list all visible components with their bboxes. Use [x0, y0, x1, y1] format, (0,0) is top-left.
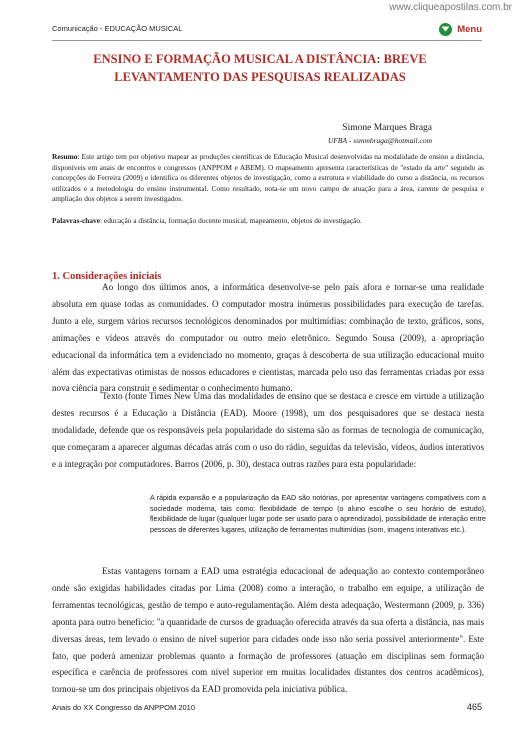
footer-conference: Anais do XX Congresso da ANPPOM 2010: [52, 703, 195, 712]
author-affiliation: UFBA - ssmmbraga@hotmail.com: [327, 136, 432, 145]
page-header: [52, 24, 482, 38]
menu-button[interactable]: [439, 23, 482, 36]
paragraph-3: Estas vantagens tornam a EAD uma estratégia educacional de adequação ao contexto contemporâneo onde são exigidas habilidades citadas por Lima (2008) como a interação, o trabalho em equipe, a utilização de ferramentas tecnológicas, gestão de tempo e auto-regulamentação. Além desta adequação, Westermann (2009, p. 336) aponta para outro benefício: "a quantidade de cursos de graduação oferecida através da sua oferta a distância, nas mais diversas áreas, tem levado o ensino de nível superior para cidades onde isso não seria possível anteriormente". Este fato, que poderá amenizar problemas quanto a formação de professores (atuação em disciplinas sem formação específica e carência de professores com nível superior em muitas localidades distantes dos centros acadêmicos), tornou-se um dos principais objetivos da EAD promovida pela iniciativa pública.: [52, 566, 484, 695]
page-number: 465: [466, 702, 482, 712]
header-divider: [52, 40, 482, 41]
section-title: 1. Considerações iniciais: [52, 271, 162, 282]
menu-label: Menu: [457, 24, 482, 35]
keywords-label: Palavras-chave: [52, 216, 101, 225]
running-head: Comunicação - EDUCAÇÃO MUSICAL: [52, 24, 183, 33]
keywords-text: : educação a distância, formação docente musical, mapeamento, objetos de investigação.: [100, 216, 362, 225]
abstract-label: Resumo: [52, 152, 78, 161]
paragraph-2: Texto (fonte Times New Uma das modalidades de ensino que se destaca e cresce em virtude a utilização destes recursos é a Educação a Distância (EAD). Moore (1998), um dos pesquisadores que se destaca nesta modalidade, defende que os responsáveis pela popularidade do sistema são as formas de tecnologia de comunicação, que começaram a aparecer algumas décadas atrás com o uso do rádio, seguidas da televisão, vídeos, áudios interativos e a integração por computadores. Barros (2006, p. 30), destaca outras razões para esta popularidade:: [52, 391, 484, 469]
article-title: ENSINO E FORMAÇÃO MUSICAL A DISTÂNCIA: BREVE LEVANTAMENTO DAS PESQUISAS REALIZADAS: [93, 52, 427, 84]
site-url: www.cliqueapostilas.com.br: [389, 2, 512, 13]
author-name: Simone Marques Braga: [342, 123, 432, 133]
abstract-text: : Este artigo tem por objetivo mapear as produções científicas de Educação Musical desenvolvidas na modalidade de ensino a distância, disponíveis em anais de encontros e congressos (ANPPOM e ABEM). O mapeamento apresenta características de "estado da arte" segundo as concepções de Ferreira (2009) e identifica os diferentes objetos de investigação, como a estrutura e viabilidade do curso a distância, os recursos utilizados e a metodologia do ensino instrumental. Como resultado, nota-se um novo campo de atuação para a área, carente de pesquisa e ampliação dos objetos a serem investigados.: [52, 152, 484, 203]
abstract: [52, 152, 484, 205]
block-quote: A rápida expansão e a popularização da EAD são notórias, por apresentar vantagens compatíveis com a sociedade moderna, tais como: flexibilidade de tempo (o aluno escolhe o seu horário de estudo), flexibilidade de lugar (qualquer lugar pode ser usado para o aprendizado), possibilidade de interação entre pessoas de diferentes lugares, utilização de ferramentas multimídias (som, imagens interativas etc.).: [150, 494, 486, 534]
keywords: [52, 216, 484, 227]
paragraph-1: Ao longo dos últimos anos, a informática desenvolve-se pelo país afora e tornar-se uma realidade absoluta em quase todas as comunidades. O computador mostra inúmeras possibilidades para execução de tarefas. Junto a ele, surgem vários recursos tecnológicos denominados por multimídias: combinação de texto, gráficos, sons, animações e vídeos através do computador ou outro meio eletrônico. Segundo Sousa (2009), a apropriação educacional da informática tem a evidenciado no momento, graças à descoberta de sua utilização educacional muito além das expectativas otimistas de nossos educadores e cientistas, marcada pelo uso das ferramentas criadas por essa nova ciência para construir e sedimentar o conhecimento humano.: [52, 282, 484, 394]
play-circle-icon: [439, 23, 452, 36]
